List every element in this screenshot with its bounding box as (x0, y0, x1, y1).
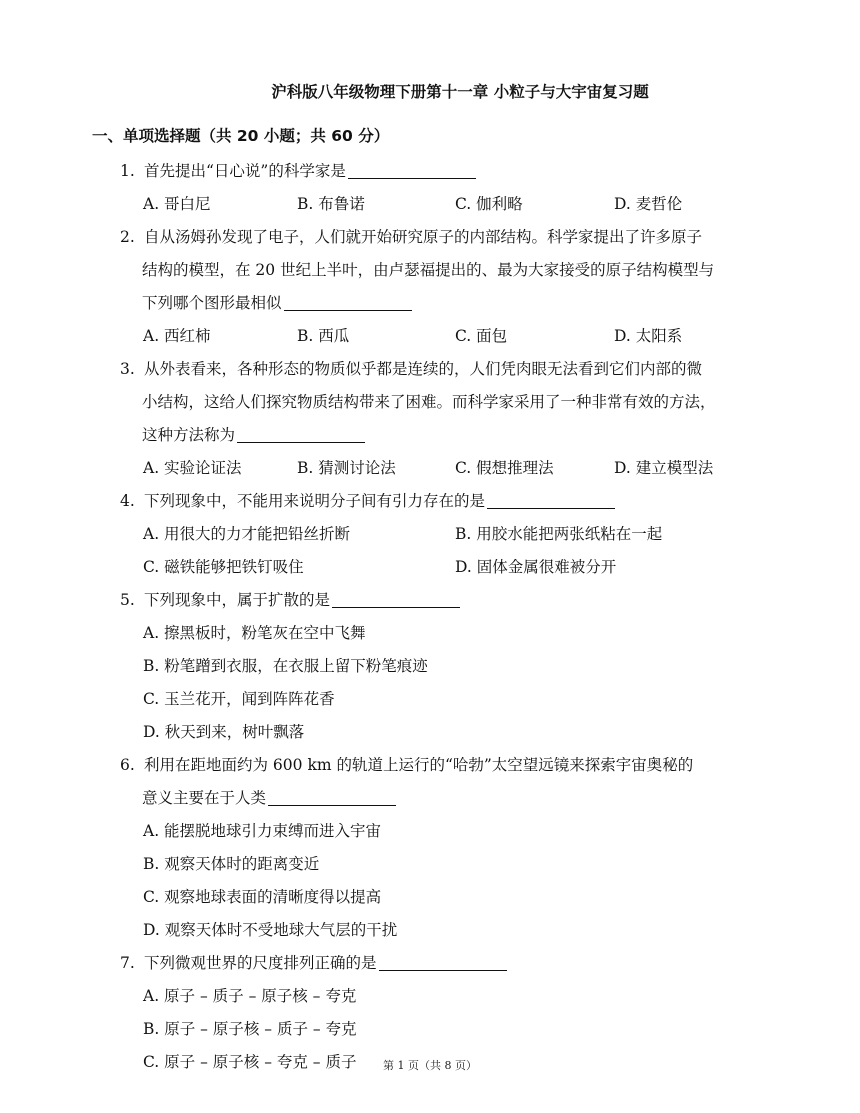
stem-continuation: 小结构，这给人们探究物质结构带来了困难。而科学家采用了一种非常有效的方法， (142, 393, 716, 411)
stem-text: 下列现象中，属于扩散的是 (144, 591, 331, 609)
question-stem (120, 485, 765, 518)
answer-blank[interactable] (237, 424, 365, 443)
option-a[interactable]: A. 哥白尼 (143, 195, 211, 213)
question-stem (120, 155, 765, 188)
answer-blank[interactable] (332, 589, 460, 608)
answer-blank[interactable] (348, 160, 476, 179)
question-stem (120, 947, 765, 980)
question-stem (120, 749, 765, 782)
option-c[interactable]: C. 原子 – 原子核 – 夸克 – 质子 (143, 1053, 357, 1071)
question-stem (120, 221, 765, 254)
stem-text: 这种方法称为 (142, 426, 236, 444)
question-3 (0, 353, 860, 485)
option-c[interactable]: C. 面包 (455, 327, 508, 345)
question-number: 3. (120, 360, 135, 378)
option-b[interactable]: B. 西瓜 (297, 327, 350, 345)
answer-blank[interactable] (268, 787, 396, 806)
answer-blank[interactable] (379, 952, 507, 971)
options-row (0, 188, 860, 221)
question-number: 7. (120, 954, 135, 972)
options-row (0, 452, 860, 485)
option-a[interactable]: A. 实验论证法 (143, 459, 242, 477)
stem-text: 下列微观世界的尺度排列正确的是 (144, 954, 377, 972)
question-number: 2. (120, 228, 135, 246)
question-1 (0, 155, 860, 221)
option-d[interactable]: D. 固体金属很难被分开 (455, 558, 617, 576)
question-list (0, 155, 860, 1079)
option-d[interactable]: D. 太阳系 (614, 327, 683, 345)
question-stem (120, 584, 765, 617)
answer-blank[interactable] (284, 292, 412, 311)
option-b[interactable]: B. 用胶水能把两张纸粘在一起 (455, 525, 663, 543)
document-title: 沪科版八年级物理下册第十一章 小粒子与大宇宙复习题 (271, 83, 649, 101)
option-c[interactable]: C. 玉兰花开，闻到阵阵花香 (143, 690, 335, 708)
options-row (0, 518, 860, 551)
question-number: 4. (120, 492, 135, 510)
option-a[interactable]: A. 能摆脱地球引力束缚而进入宇宙 (143, 822, 382, 840)
question-4 (0, 485, 860, 584)
option-a[interactable]: A. 原子 – 质子 – 原子核 – 夸克 (143, 987, 357, 1005)
option-c[interactable]: C. 磁铁能够把铁钉吸住 (143, 558, 304, 576)
question-number: 1. (120, 162, 135, 180)
options-row (0, 320, 860, 353)
options-row (0, 551, 860, 584)
option-a[interactable]: A. 西红柿 (143, 327, 211, 345)
option-d[interactable]: D. 麦哲伦 (614, 195, 683, 213)
question-2 (0, 221, 860, 353)
option-c[interactable]: C. 观察地球表面的清晰度得以提高 (143, 888, 382, 906)
stem-continuation: 结构的模型，在 20 世纪上半叶，由卢瑟福提出的、最为大家接受的原子结构模型与 (142, 261, 715, 279)
stem-text: 首先提出“日心说”的科学家是 (144, 162, 346, 180)
stem-continuation (120, 419, 787, 452)
option-b[interactable]: B. 猜测讨论法 (297, 459, 396, 477)
option-b[interactable]: B. 粉笔蹭到衣服，在衣服上留下粉笔痕迹 (143, 657, 428, 675)
stem-continuation (120, 287, 787, 320)
option-a[interactable]: A. 擦黑板时，粉笔灰在空中飞舞 (143, 624, 366, 642)
option-d[interactable]: D. 建立模型法 (614, 459, 714, 477)
option-b[interactable]: B. 观察天体时的距离变近 (143, 855, 320, 873)
stem-text: 利用在距地面约为 600 km 的轨道上运行的“哈勃”太空望远镜来探索宇宙奥秘的 (144, 756, 694, 774)
section-heading: 一、单项选择题（共 20 小题；共 60 分） (92, 127, 390, 145)
question-5 (0, 584, 860, 749)
option-d[interactable]: D. 观察天体时不受地球大气层的干扰 (143, 921, 398, 939)
question-6 (0, 749, 860, 947)
stem-text: 从外表看来，各种形态的物质似乎都是连续的，人们凭肉眼无法看到它们内部的微 (144, 360, 703, 378)
stem-text: 下列哪个图形最相似 (142, 294, 282, 312)
stem-text: 意义主要在于人类 (142, 789, 267, 807)
option-a[interactable]: A. 用很大的力才能把铅丝折断 (143, 525, 351, 543)
option-d[interactable]: D. 秋天到来，树叶飘落 (143, 723, 305, 741)
option-b[interactable]: B. 布鲁诺 (297, 195, 365, 213)
answer-blank[interactable] (487, 490, 615, 509)
question-number: 6. (120, 756, 135, 774)
page-footer: 第 1 页（共 8 页） (383, 1059, 477, 1072)
option-b[interactable]: B. 原子 – 原子核 – 质子 – 夸克 (143, 1020, 357, 1038)
stem-text: 自从汤姆孙发现了电子，人们就开始研究原子的内部结构。科学家提出了许多原子 (144, 228, 703, 246)
question-stem (120, 353, 765, 386)
stem-text: 下列现象中，不能用来说明分子间有引力存在的是 (144, 492, 486, 510)
question-number: 5. (120, 591, 135, 609)
option-c[interactable]: C. 假想推理法 (455, 459, 554, 477)
option-c[interactable]: C. 伽利略 (455, 195, 523, 213)
stem-continuation (120, 782, 787, 815)
